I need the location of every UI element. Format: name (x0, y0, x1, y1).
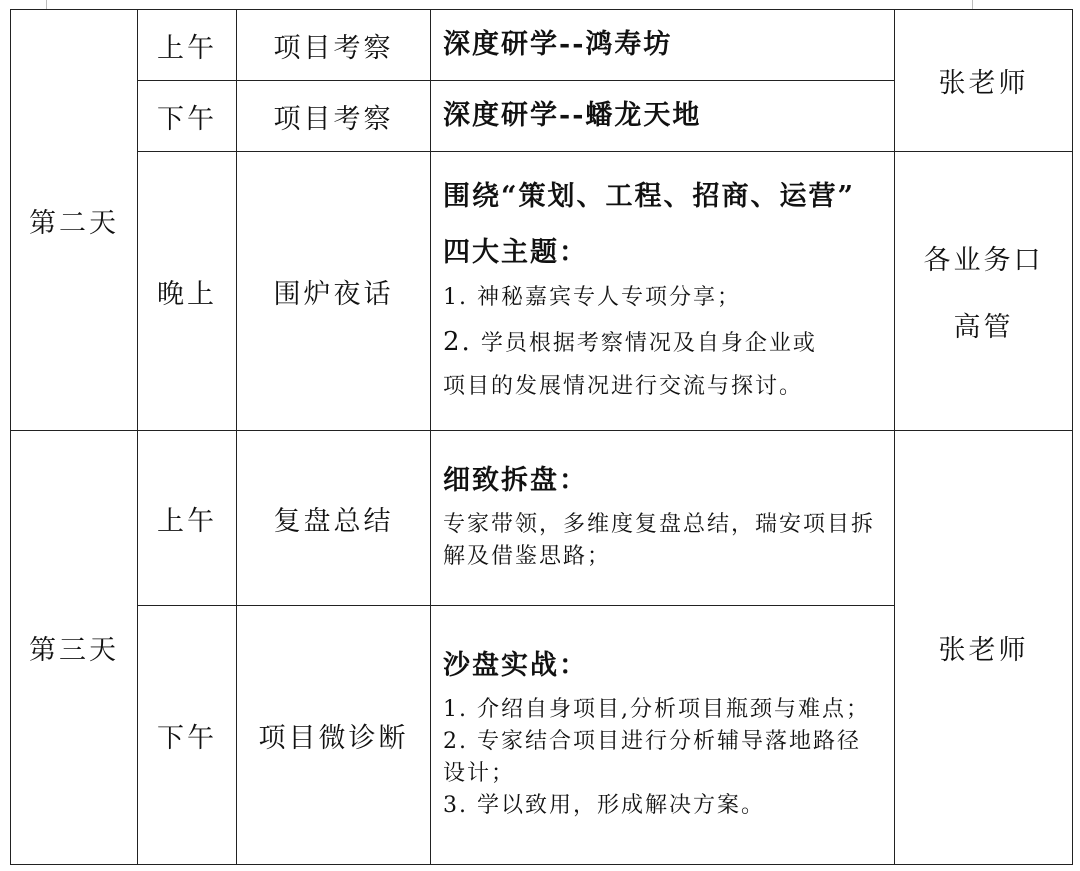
teacher-cell: 张老师 (895, 10, 1073, 152)
list-number: 1. (443, 284, 468, 310)
list-item (443, 324, 884, 362)
list-text: 学以致用，形成解决方案。 (477, 793, 766, 819)
time-cell: 下午 (138, 81, 237, 152)
table-row (11, 152, 1073, 431)
list-item-continuation: 项目的发展情况进行交流与探讨。 (443, 374, 804, 400)
teacher-line: 各业务口 (923, 245, 1044, 276)
time-cell: 下午 (138, 606, 237, 865)
activity-cell: 围炉夜话 (237, 152, 431, 431)
list-number: 1. (443, 697, 468, 723)
content-text: 专家带领，多维度复盘总结，瑞安项目拆解及借鉴思路； (443, 512, 876, 570)
content-heading: 四大主题： (443, 237, 588, 269)
day-label-day2: 第二天 (11, 10, 138, 431)
content-cell (431, 431, 895, 606)
content-heading: 深度研学--鸿寿坊 (443, 28, 673, 60)
list-number: 2. (443, 326, 472, 357)
teacher-line: 高管 (953, 312, 1014, 343)
list-text: 学员根据考察情况及自身企业或 (480, 330, 817, 356)
content-cell (431, 606, 895, 865)
list-number: 2. (443, 729, 468, 755)
content-heading: 围绕“策划、工程、招商、运营” (443, 180, 856, 212)
schedule-table (10, 9, 1073, 865)
table-row (11, 10, 1073, 81)
list-number: 3. (443, 793, 468, 819)
time-cell: 上午 (138, 431, 237, 606)
activity-cell: 项目考察 (237, 81, 431, 152)
teacher-cell: 张老师 (895, 431, 1073, 865)
list-item (443, 282, 884, 314)
activity-cell: 复盘总结 (237, 431, 431, 606)
day-label-day3: 第三天 (11, 431, 138, 865)
content-cell (431, 10, 895, 81)
list-item (443, 694, 884, 726)
list-text: 专家结合项目进行分析辅导落地路径设计； (443, 729, 862, 787)
list-text: 神秘嘉宾专人专项分享； (477, 284, 742, 310)
list-item (443, 726, 884, 790)
content-heading: 沙盘实战： (443, 650, 588, 681)
activity-cell: 项目微诊断 (237, 606, 431, 865)
table-row (11, 431, 1073, 606)
teacher-cell (895, 152, 1073, 431)
time-cell: 上午 (138, 10, 237, 81)
activity-cell: 项目考察 (237, 10, 431, 81)
list-text: 介绍自身项目,分析项目瓶颈与难点； (477, 697, 870, 723)
content-heading: 深度研学--蟠龙天地 (443, 99, 702, 131)
content-heading: 细致拆盘： (443, 464, 588, 496)
content-cell (431, 152, 895, 431)
content-cell (431, 81, 895, 152)
list-item (443, 790, 884, 822)
time-cell: 晚上 (138, 152, 237, 431)
